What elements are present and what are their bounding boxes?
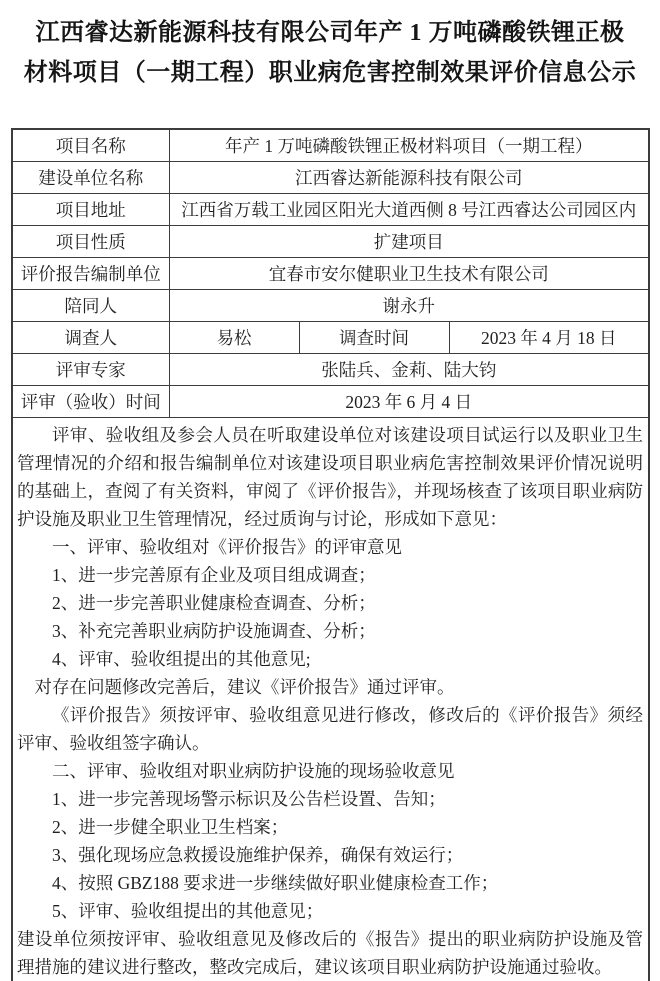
opinion-item: 1、进一步完善原有企业及项目组成调查； (52, 565, 376, 585)
opinion-closing-paragraph: 建设单位须按评审、验收组意见及修改后的《报告》提出的职业病防护设施及管理措施的建议进行整改，整改完成后，建议该项目职业病防护设施通过验收。 (17, 929, 644, 977)
row-label: 项目名称 (12, 129, 169, 162)
opinion-item: 3、强化现场应急救援设施维护保养，确保有效运行； (52, 845, 464, 865)
row-value: 2023 年 6 月 4 日 (169, 386, 649, 418)
row-value: 扩建项目 (169, 226, 649, 258)
row-value-2: 2023 年 4 月 18 日 (449, 322, 649, 354)
row-value: 宜春市安尔健职业卫生技术有限公司 (169, 258, 649, 290)
row-value: 江西省万载工业园区阳光大道西侧 8 号江西睿达公司园区内 (169, 194, 649, 226)
opinion-item: 3、补充完善职业病防护设施调查、分析； (52, 621, 376, 641)
row-value: 年产 1 万吨磷酸铁锂正极材料项目（一期工程） (169, 129, 649, 162)
row-label: 项目地址 (12, 194, 169, 226)
page-title (0, 0, 660, 93)
opinion-paragraph: 对存在问题修改完善后，建议《评价报告》通过评审。 (34, 677, 455, 697)
opinion-paragraph: 《评价报告》须按评审、验收组意见进行修改，修改后的《评价报告》须经评审、验收组签字确认。 (17, 705, 644, 753)
opinion-item: 2、进一步完善职业健康检查调查、分析； (52, 593, 376, 613)
opinion-paragraph: 评审、验收组及参会人员在听取建设单位对该建设项目试运行以及职业卫生管理情况的介绍和报告编制单位对该建设项目职业病危害控制效果评价情况说明的基础上，查阅了有关资料，审阅了《评价报告》，并现场核查了该项目职业病防护设施及职业卫生管理情况，经过质询与讨论，形成如下意见： (17, 425, 644, 529)
opinion-item: 4、评审、验收组提出的其他意见; (52, 649, 311, 669)
row-label: 项目性质 (12, 226, 169, 258)
row-label: 建设单位名称 (12, 162, 169, 194)
table-row-investigator (12, 322, 649, 354)
row-label: 评审专家 (12, 354, 169, 386)
table-row-accompanying-person (12, 290, 649, 322)
table-row-opinions (12, 418, 649, 981)
table-row-project-nature (12, 226, 649, 258)
table-row-review-experts (12, 354, 649, 386)
page-title-line-1: 江西睿达新能源科技有限公司年产 1 万吨磷酸铁锂正极 (35, 20, 625, 46)
table-row-report-agency (12, 258, 649, 290)
table-row-project-name (12, 129, 649, 162)
opinion-section-2-heading: 二、评审、验收组对职业病防护设施的现场验收意见 (52, 761, 455, 781)
page-title-line-2: 材料项目（一期工程）职业病危害控制效果评价信息公示 (23, 60, 637, 86)
opinion-item: 1、进一步完善现场警示标识及公告栏设置、告知； (52, 789, 446, 809)
row-value: 江西睿达新能源科技有限公司 (169, 162, 649, 194)
row-label: 评审（验收）时间 (12, 386, 169, 418)
opinion-section-1-heading: 一、评审、验收组对《评价报告》的评审意见 (52, 537, 402, 557)
row-label: 评价报告编制单位 (12, 258, 169, 290)
info-table (11, 128, 650, 981)
opinion-item: 4、按照 GBZ188 要求进一步继续做好职业健康检查工作； (52, 873, 499, 893)
row-label: 调查人 (12, 322, 169, 354)
opinion-item: 2、进一步健全职业卫生档案； (52, 817, 289, 837)
row-label-2: 调查时间 (299, 322, 449, 354)
table-row-review-date (12, 386, 649, 418)
opinion-item: 5、评审、验收组提出的其他意见； (52, 901, 324, 921)
table-row-project-address (12, 194, 649, 226)
row-value: 张陆兵、金莉、陆大钧 (169, 354, 649, 386)
table-row-builder-name (12, 162, 649, 194)
opinions-cell (12, 418, 649, 981)
row-label: 陪同人 (12, 290, 169, 322)
row-value: 易松 (169, 322, 299, 354)
row-value: 谢永升 (169, 290, 649, 322)
opinions-text (17, 421, 643, 978)
